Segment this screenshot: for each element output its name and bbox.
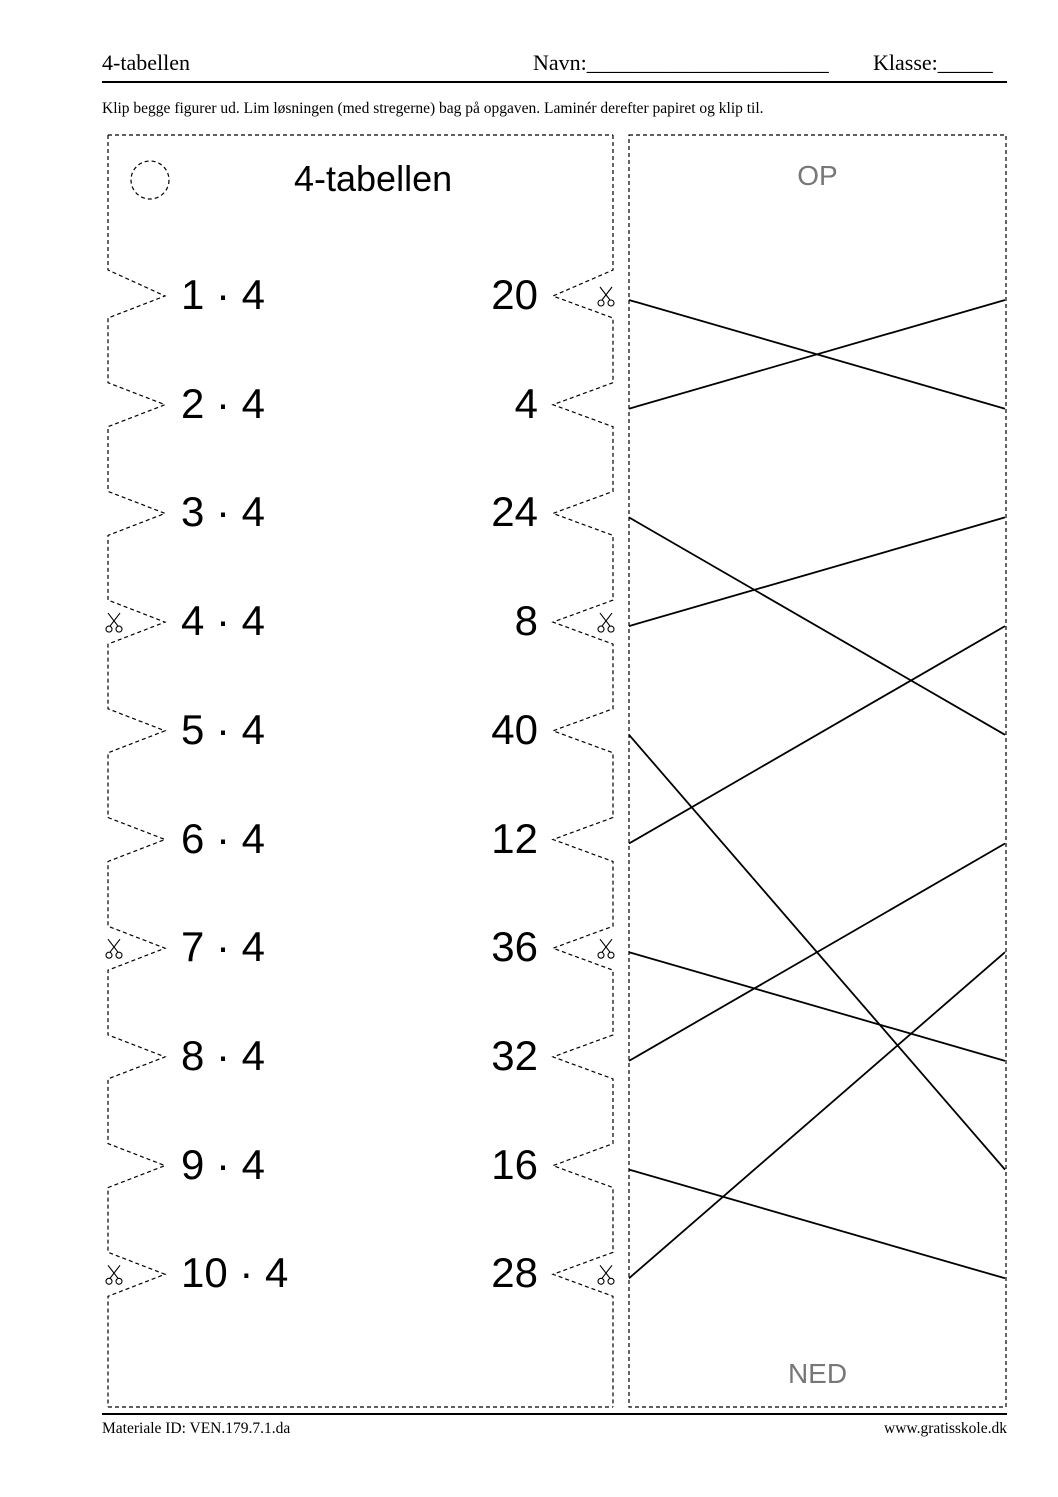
answer-value: 24	[491, 488, 538, 536]
website-url[interactable]: www.gratisskole.dk	[884, 1420, 1007, 1437]
op-label: OP	[797, 160, 838, 191]
answer-value: 28	[491, 1249, 538, 1297]
punch-hole-circle	[131, 161, 169, 199]
multiplication-expression: 9 · 4	[181, 1140, 266, 1188]
material-id: Materiale ID: VEN.179.7.1.da	[102, 1420, 291, 1437]
multiplication-expression: 2 · 4	[181, 379, 266, 427]
multiplication-expression: 5 · 4	[181, 705, 266, 753]
multiplication-expression: 3 · 4	[181, 488, 266, 536]
scissors-icon	[106, 1265, 122, 1284]
answer-value: 16	[491, 1140, 538, 1188]
scissors-icon	[106, 613, 122, 632]
scissors-icon	[598, 613, 614, 632]
instructions: Klip begge figurer ud. Lim løsningen (med stregerne) bag på opgaven. Laminér derefter papiret og klip til.	[102, 100, 764, 117]
answer-value: 20	[491, 271, 538, 318]
right-zigzag-edge	[553, 135, 613, 1407]
answer-value: 36	[491, 923, 538, 971]
answer-value: 32	[491, 1031, 538, 1079]
multiplication-expression: 6 · 4	[181, 814, 266, 862]
card-title: 4-tabellen	[294, 158, 453, 199]
footer-rule	[102, 1413, 1007, 1415]
scissors-icon	[106, 939, 122, 958]
multiplication-expression: 10 · 4	[181, 1249, 289, 1297]
solution-card	[629, 135, 1006, 1407]
multiplication-expression: 8 · 4	[181, 1031, 266, 1079]
multiplication-expression: 7 · 4	[181, 923, 266, 971]
header-title: 4-tabellen	[102, 50, 190, 75]
left-zigzag-edge	[108, 135, 165, 1407]
answer-value: 4	[514, 379, 538, 427]
ned-label: NED	[787, 1358, 848, 1389]
scissors-icon	[598, 1265, 614, 1284]
scissors-icon	[598, 287, 614, 306]
multiplication-expression: 1 · 4	[181, 271, 266, 318]
scissors-icon	[598, 939, 614, 958]
answer-value: 8	[514, 597, 538, 645]
multiplication-expression: 4 · 4	[181, 597, 266, 645]
answer-value: 12	[491, 814, 538, 862]
answer-value: 40	[491, 705, 538, 753]
class-field[interactable]: Klasse:_____	[873, 50, 993, 75]
name-field[interactable]: Navn:______________________	[533, 50, 829, 75]
